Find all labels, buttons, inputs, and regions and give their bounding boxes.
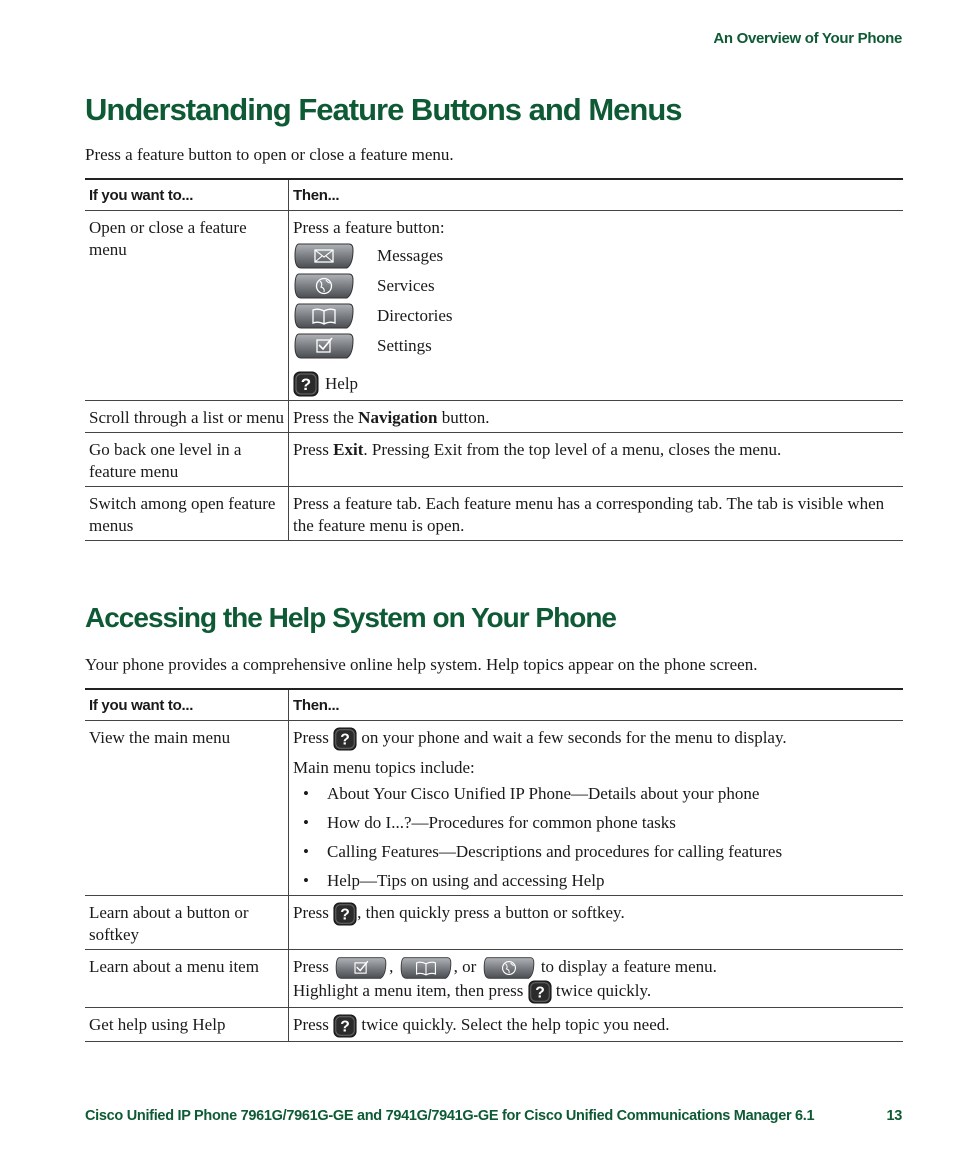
feature-button-list (293, 241, 899, 361)
globe-icon (293, 272, 355, 300)
table-header-row (85, 179, 903, 211)
services-label: Services (377, 276, 435, 295)
row-then (289, 433, 904, 487)
help-icon[interactable] (333, 1014, 357, 1038)
row-want: Open or close a feature menu (85, 211, 289, 401)
view-main-menu-line (293, 727, 899, 751)
row-want: Scroll through a list or menu (85, 401, 289, 433)
page-footer (85, 1108, 902, 1124)
row-want: Get help using Help (85, 1008, 289, 1042)
row-then (289, 401, 904, 433)
table-row (85, 896, 903, 950)
text-segment: to display a feature menu. (540, 957, 717, 976)
row-then: Press a feature tab. Each feature menu has a corresponding tab. The tab is visible when the feature menu is open. (289, 487, 904, 541)
row-want: Learn about a button or softkey (85, 896, 289, 950)
settings-checkbox-icon[interactable] (333, 956, 389, 980)
help-system-table (85, 688, 903, 1042)
row-want: Switch among open feature menus (85, 487, 289, 541)
text-segment: on your phone and wait a few seconds for the menu to display. (361, 728, 787, 747)
row-want: Learn about a menu item (85, 950, 289, 1008)
row-want: View the main menu (85, 721, 289, 896)
column-header-want: If you want to... (85, 179, 289, 211)
navigation-term: Navigation (358, 408, 438, 427)
row-then-text: Press a feature button: (293, 218, 445, 237)
text-segment: twice quickly. Select the help topic you need. (361, 1015, 670, 1035)
settings-button[interactable] (293, 332, 377, 360)
exit-term: Exit (333, 440, 364, 459)
messages-button-row (293, 241, 899, 271)
text-segment: , or (453, 957, 477, 976)
text-segment: , (389, 957, 394, 976)
column-header-want: If you want to... (85, 689, 289, 721)
running-header: An Overview of Your Phone (713, 30, 902, 47)
section1-intro: Press a feature button to open or close a feature menu. (85, 145, 454, 164)
directories-button[interactable] (293, 302, 377, 330)
book-icon (293, 302, 355, 330)
directories-button-row (293, 301, 899, 331)
text-segment: . Pressing Exit from the top level of a menu, closes the menu. (363, 440, 782, 459)
services-button[interactable] (293, 272, 377, 300)
text-segment: , then quickly press a button or softkey. (357, 903, 625, 923)
table-row (85, 211, 903, 401)
text-segment: Highlight a menu item, then press (293, 981, 524, 1000)
services-globe-icon[interactable] (481, 956, 537, 980)
section2-intro: Your phone provides a comprehensive online help system. Help topics appear on the phone screen. (85, 655, 758, 674)
text-segment: Press (293, 957, 329, 976)
directories-book-icon[interactable] (398, 956, 454, 980)
list-item: • How do I...?—Procedures for common phone tasks (293, 812, 899, 834)
row-want: Go back one level in a feature menu (85, 433, 289, 487)
table-header-row (85, 689, 903, 721)
help-icon[interactable] (333, 902, 357, 926)
services-button-row (293, 271, 899, 301)
footer-title: Cisco Unified IP Phone 7961G/7961G-GE and 7941G/7941G-GE for Cisco Unified Communications Manager 6.1 (85, 1108, 815, 1124)
text-segment: Press (293, 728, 329, 747)
help-button-row (293, 371, 899, 397)
topics-list (293, 783, 899, 892)
table-row (85, 433, 903, 487)
section-title-feature-buttons: Understanding Feature Buttons and Menus (85, 92, 682, 127)
row-then (289, 950, 904, 1008)
row-then (289, 721, 904, 896)
text-segment: Press (293, 440, 334, 459)
column-header-then: Then... (289, 689, 904, 721)
settings-label: Settings (377, 336, 432, 355)
help-icon[interactable] (333, 727, 357, 751)
row-then (289, 211, 904, 401)
feature-buttons-table (85, 178, 903, 541)
text-segment: Press the (293, 408, 359, 427)
list-item: • Calling Features—Descriptions and procedures for calling features (293, 841, 899, 863)
table-row (85, 487, 903, 541)
table-row (85, 950, 903, 1008)
envelope-icon (293, 242, 355, 270)
table-row (85, 401, 903, 433)
topics-intro: Main menu topics include: (293, 758, 475, 778)
checkbox-icon (293, 332, 355, 360)
highlight-line (293, 980, 899, 1004)
feature-menu-line (293, 956, 899, 980)
help-icon[interactable] (293, 371, 319, 397)
row-then (289, 896, 904, 950)
messages-button[interactable] (293, 242, 377, 270)
page-number: 13 (886, 1108, 902, 1124)
directories-label: Directories (377, 306, 453, 325)
section-title-help-system: Accessing the Help System on Your Phone (85, 602, 616, 633)
text-segment: button. (437, 408, 490, 427)
help-icon[interactable] (528, 980, 552, 1004)
help-label: Help (325, 374, 359, 393)
messages-label: Messages (377, 246, 444, 265)
settings-button-row (293, 331, 899, 361)
table-row (85, 1008, 903, 1042)
text-segment: Press (293, 1015, 329, 1035)
text-segment: Press (293, 903, 329, 923)
list-item: • Help—Tips on using and accessing Help (293, 870, 899, 892)
text-segment: twice quickly. (555, 981, 652, 1000)
row-then (289, 1008, 904, 1042)
table-row (85, 721, 903, 896)
column-header-then: Then... (289, 179, 904, 211)
list-item: • About Your Cisco Unified IP Phone—Details about your phone (293, 783, 899, 805)
